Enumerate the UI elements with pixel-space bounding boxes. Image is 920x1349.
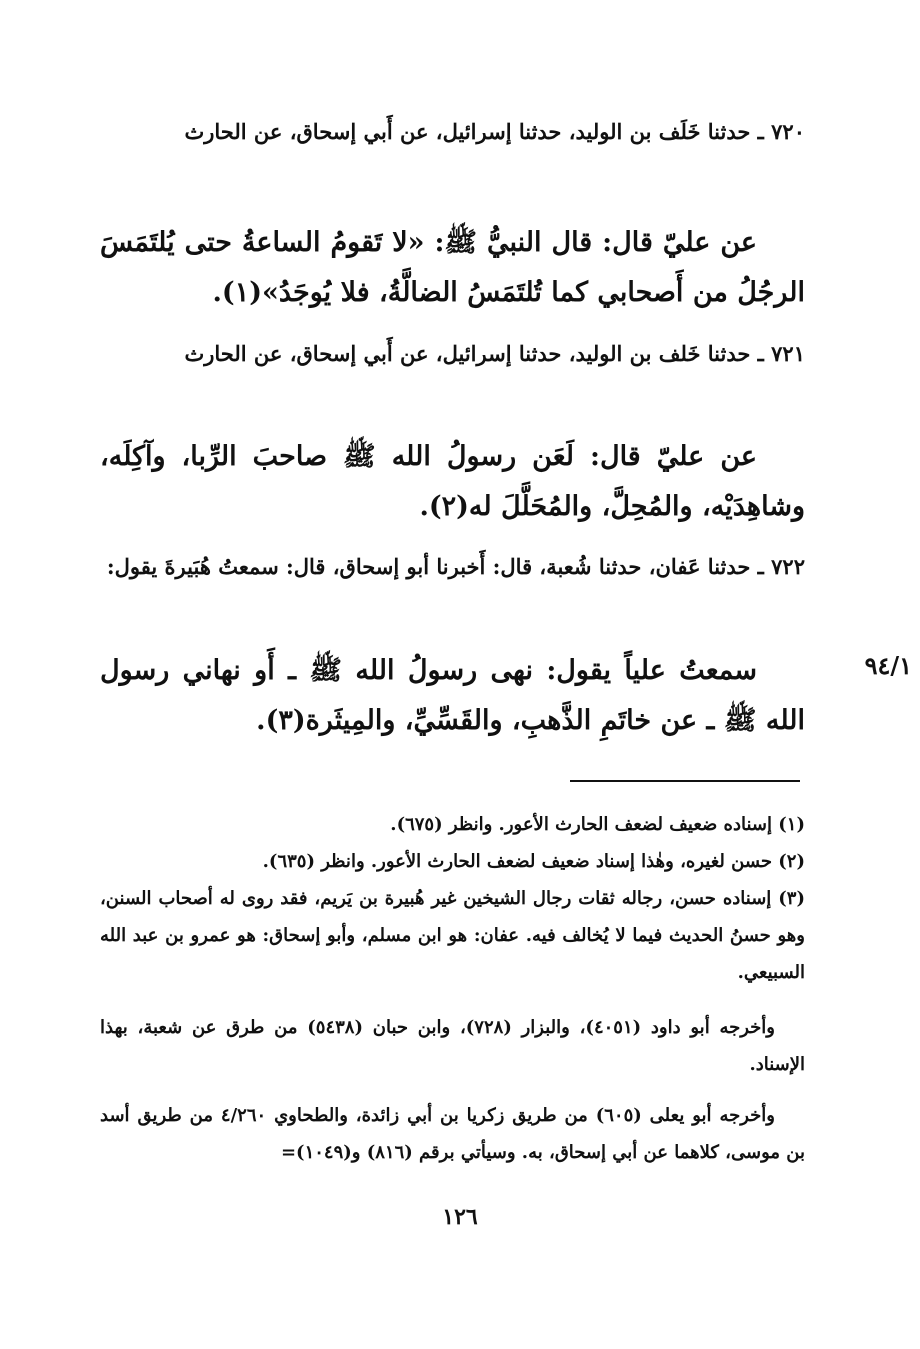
footnote-3-continuation-1: وأخرجه أبو داود (٤٠٥١)، والبزار (٧٢٨)، وابن حبان (٥٤٣٨) من طرق عن شعبة، بهذا الإسناد. [100, 1017, 805, 1075]
volume-page-reference: ٩٤/١ [864, 651, 912, 680]
footnote-2: (٢) حسن لغيره، وهٰذا إسناد ضعيف لضعف الحارث الأعور. وانظر (٦٣٥). [262, 851, 805, 872]
hadith-722-matn: سمعتُ علياً يقول: نهى رسولُ الله ﷺ ـ أَو نهاني رسول الله ﷺ ـ عن خاتَمِ الذَّهبِ، والقَسِّيِّ، والمِيثَرة(٣). [100, 655, 805, 736]
footnote-3: (٣) إسناده حسن، رجاله ثقات رجال الشيخين غير هُبيرة بن يَريم، فقد روى له أصحاب السنن، وهو حسنُ الحديث فيما لا يُخالف فيه. عفان: هو ابن مسلم، وأبو إسحاق: هو عمرو بن عبد الله السبيعي. [100, 888, 805, 983]
hadith-721-isnad: ٧٢١ ـ حدثنا خَلف بن الوليد، حدثنا إسرائيل، عن أَبي إسحاق، عن الحارث [184, 341, 805, 366]
hadith-722-isnad: ٧٢٢ ـ حدثنا عَفان، حدثنا شُعبة، قال: أَخبرنا أبو إسحاق، قال: سمعتُ هُبَيرةَ يقول: [106, 554, 805, 579]
page-number: ١٢٦ [442, 1204, 478, 1230]
hadith-721-matn: عن عليّ قال: لَعَن رسولُ الله ﷺ صاحبَ الرِّبا، وآكِلَه، وشاهِدَيْه، والمُحِلَّ، والمُحَلَّلَ له(٢). [100, 441, 805, 522]
hadith-720-isnad: ٧٢٠ ـ حدثنا خَلَف بن الوليد، حدثنا إسرائيل، عن أَبي إسحاق، عن الحارث [184, 119, 805, 144]
footnote-separator [570, 780, 800, 782]
footnote-1: (١) إسناده ضعيف لضعف الحارث الأعور. وانظر (٦٧٥). [390, 814, 805, 835]
hadith-720-matn: عن عليّ قال: قال النبيُّ ﷺ: «لا تَقومُ الساعةُ حتى يُلتَمَسَ الرجُلُ من أَصحابي كما تُلتَمَسُ الضالَّةُ، فلا يُوجَدُ»(١). [100, 227, 805, 308]
footnote-3-continuation-2: وأخرجه أبو يعلى (٦٠٥) من طريق زكريا بن أبي زائدة، والطحاوي ٤/٢٦٠ من طريق أسد بن موسى، كلاهما عن أبي إسحاق، به. وسيأتي برقم (٨١٦) و(١٠٤٩)= [100, 1105, 805, 1163]
